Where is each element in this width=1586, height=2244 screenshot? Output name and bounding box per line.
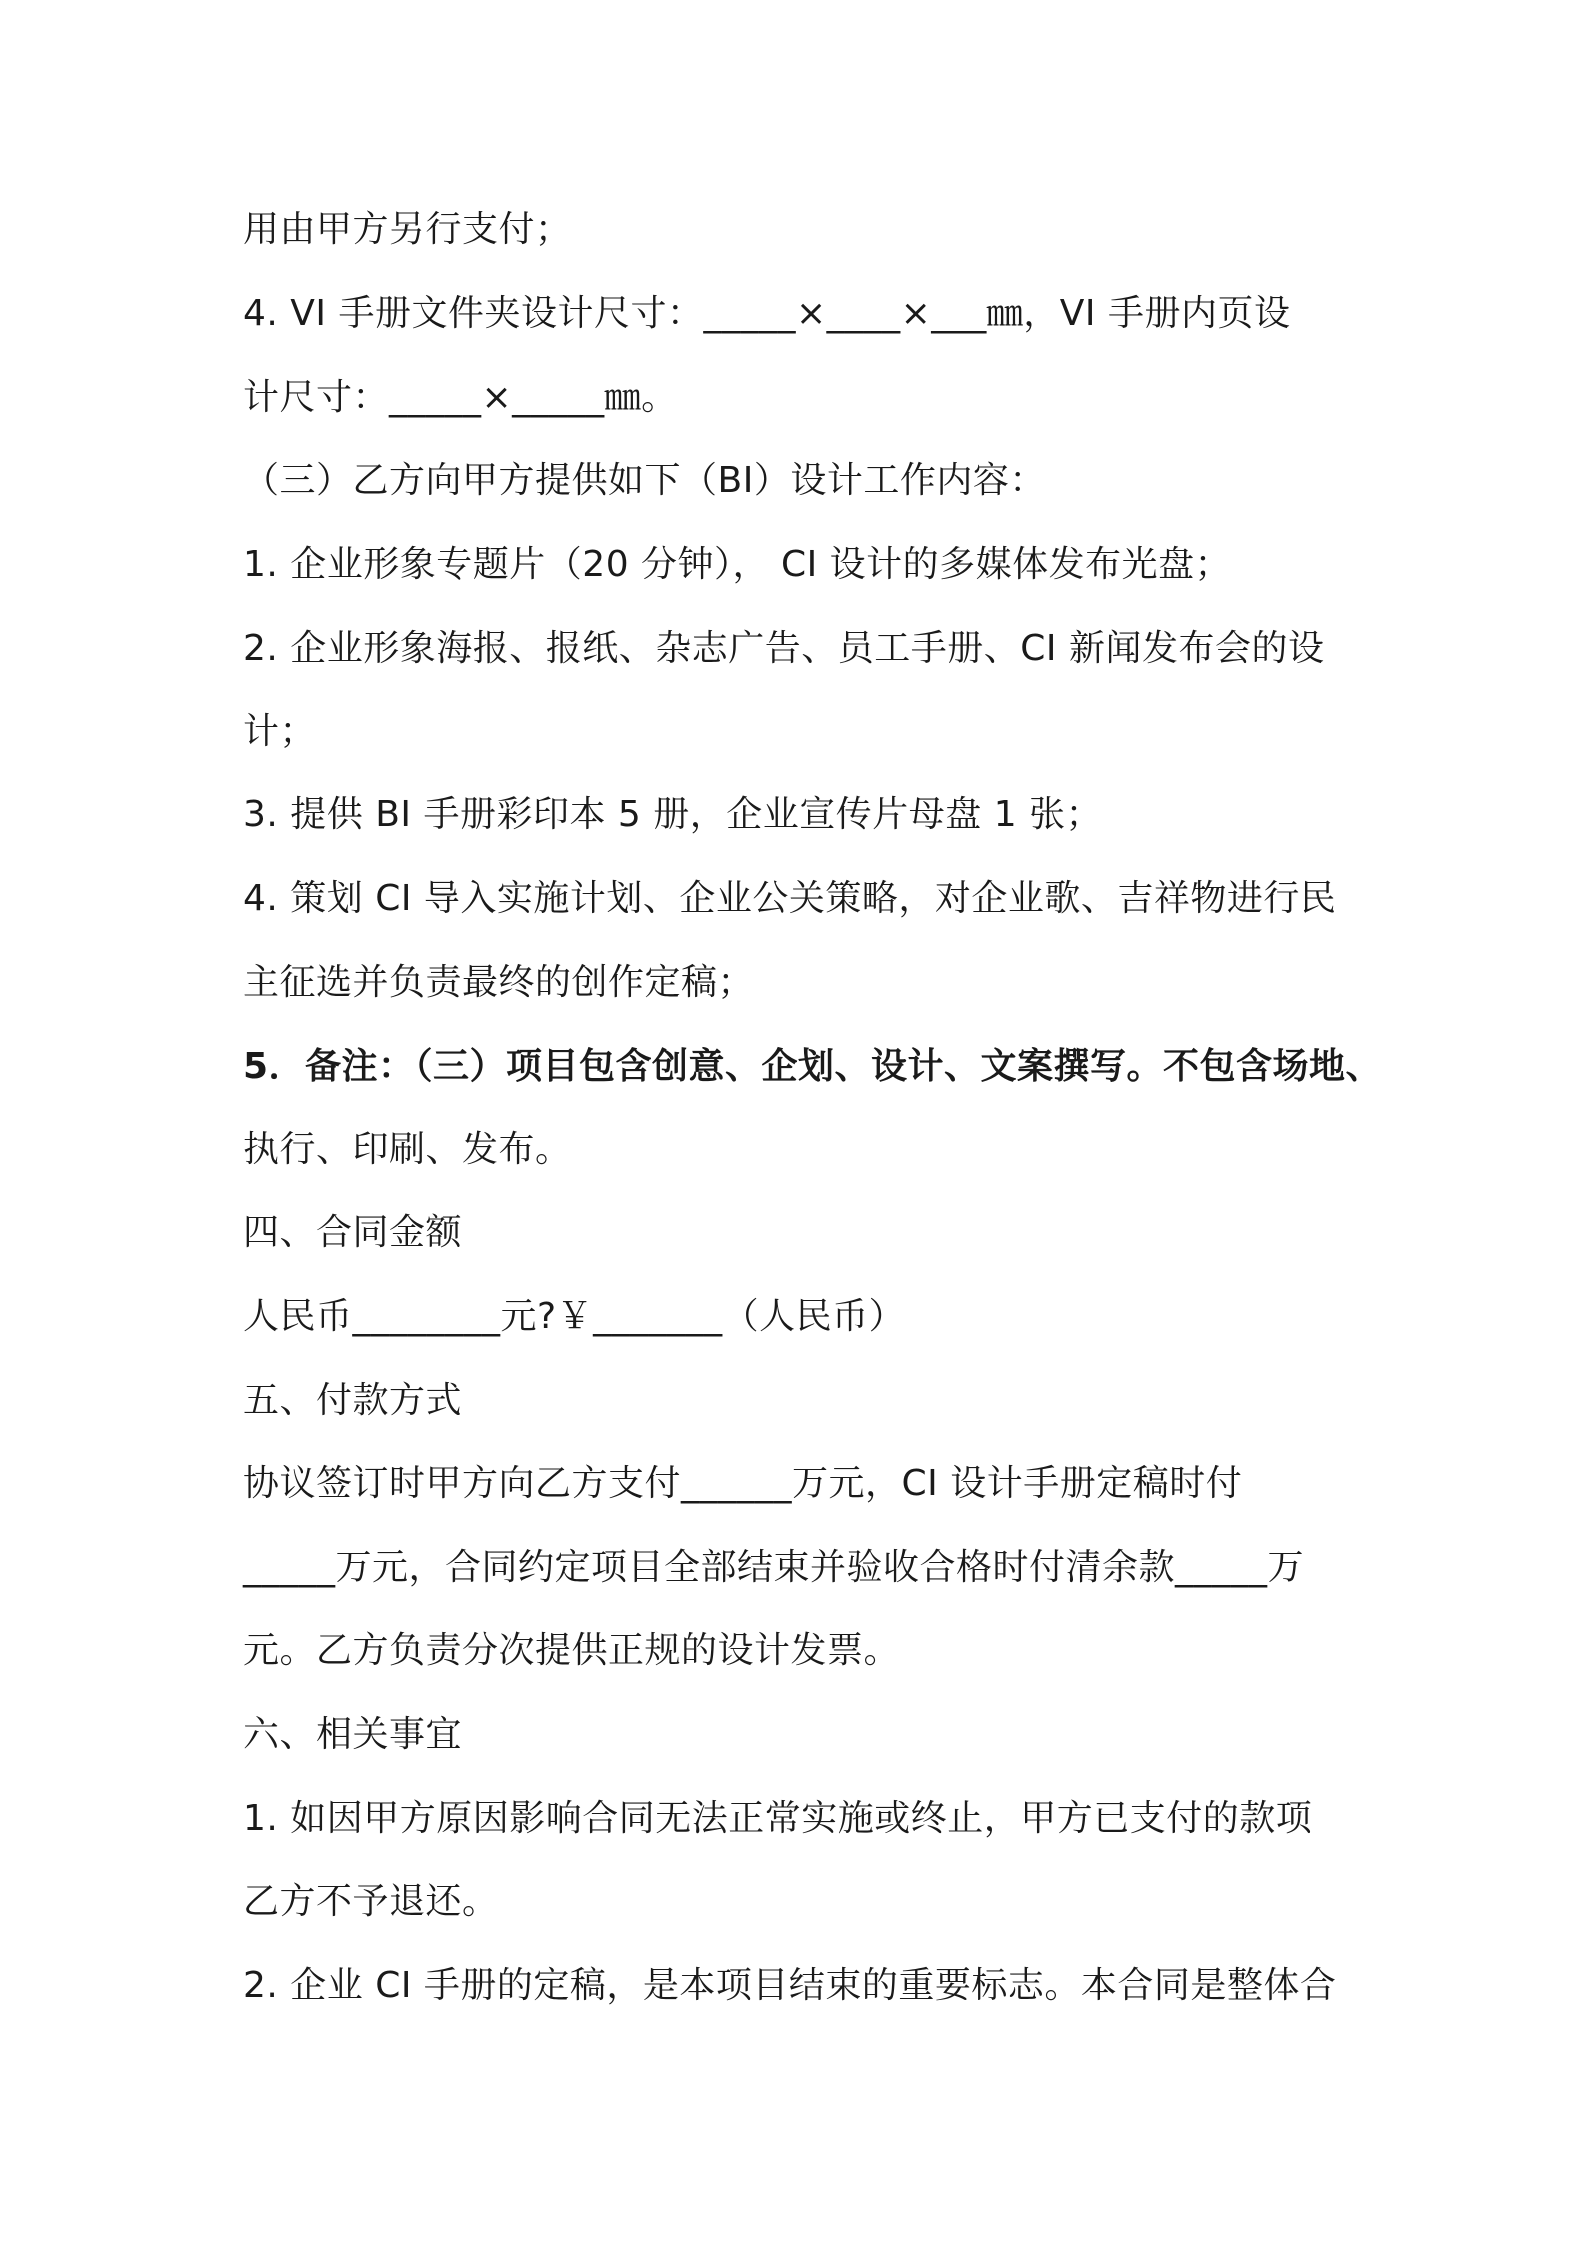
text-line: 用由甲方另行支付； bbox=[243, 209, 572, 250]
text-line: 主征选并负责最终的创作定稿； bbox=[243, 962, 755, 1003]
text-line: 4. 策划 CI 导入实施计划、企业公关策略，对企业歌、吉祥物进行民 bbox=[243, 878, 1337, 919]
text-line: 3. 提供 BI 手册彩印本 5 册，企业宣传片母盘 1 张； bbox=[243, 794, 1103, 835]
text-line: 人民币________元?￥_______（人民币） bbox=[243, 1296, 906, 1337]
text-line: 乙方不予退还。 bbox=[243, 1881, 499, 1922]
text-line: 计； bbox=[243, 711, 317, 752]
text-line: 2. 企业形象海报、报纸、杂志广告、员工手册、CI 新闻发布会的设 bbox=[243, 628, 1325, 669]
text-line: 2. 企业 CI 手册的定稿，是本项目结束的重要标志。本合同是整体合 bbox=[243, 1965, 1337, 2006]
text-line: 执行、印刷、发布。 bbox=[243, 1129, 572, 1170]
section-heading: 四、合同金额 bbox=[243, 1212, 463, 1253]
text-line: 1. 企业形象专题片（20 分钟）， CI 设计的多媒体发布光盘； bbox=[243, 544, 1232, 585]
section-heading: 五、付款方式 bbox=[243, 1380, 463, 1421]
text-line: 元。乙方负责分次提供正规的设计发票。 bbox=[243, 1630, 901, 1671]
text-line: _____万元，合同约定项目全部结束并验收合格时付清余款_____万 bbox=[243, 1547, 1305, 1588]
text-line: 5．备注：（三）项目包含创意、企划、设计、文案撰写。不包含场地、 bbox=[243, 1046, 1383, 1087]
text-line: 计尺寸：_____×_____㎜。 bbox=[243, 377, 678, 418]
text-line: 协议签订时甲方向乙方支付______万元，CI 设计手册定稿时付 bbox=[243, 1463, 1243, 1504]
text-line: 1. 如因甲方原因影响合同无法正常实施或终止，甲方已支付的款项 bbox=[243, 1798, 1313, 1839]
section-heading: 六、相关事宜 bbox=[243, 1714, 463, 1755]
text-line: 4. VI 手册文件夹设计尺寸：_____×____×___㎜，VI 手册内页设 bbox=[243, 293, 1291, 334]
text-line: （三）乙方向甲方提供如下（BI）设计工作内容： bbox=[243, 460, 1046, 501]
